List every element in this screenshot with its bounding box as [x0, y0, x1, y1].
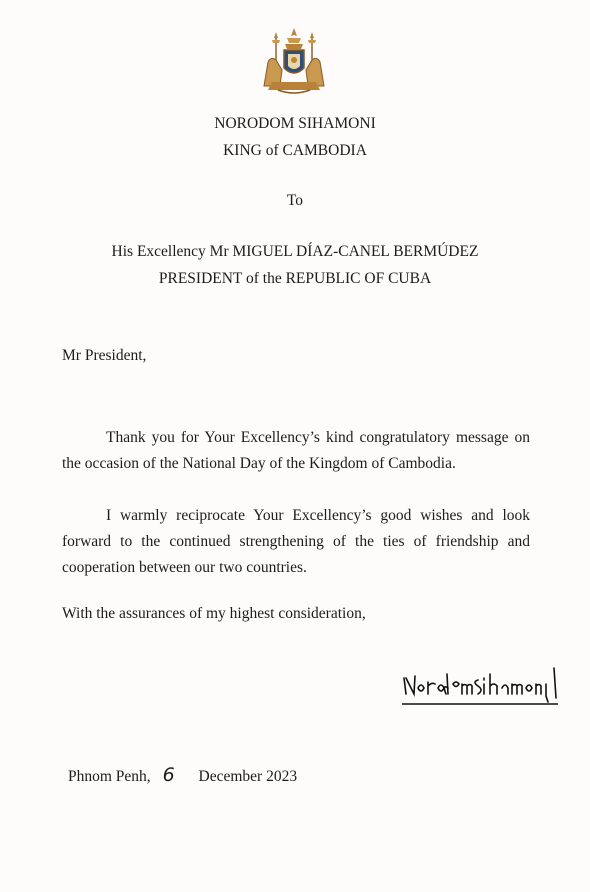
handwritten-day: 6: [162, 764, 175, 786]
place: Phnom Penh,: [68, 768, 151, 785]
salutation: Mr President,: [62, 347, 147, 364]
place-date: [68, 764, 297, 786]
recipient-title: PRESIDENT of the REPUBLIC OF CUBA: [158, 270, 432, 287]
body-paragraph-1: Thank you for Your Excellency’s kind congratulatory message on the occasion of the National Day of the Kingdom of Cambodia.: [62, 429, 530, 472]
to-label: To: [286, 192, 304, 209]
recipient-name: His Excellency Mr MIGUEL DÍAZ-CANEL BERMÚDEZ: [111, 243, 479, 260]
body-paragraph-2: I warmly reciprocate Your Excellency’s good wishes and look forward to the continued strengthening of the ties of friendship and cooperation between our two countries.: [62, 507, 530, 576]
sender-name: NORODOM SIHAMONI: [214, 115, 376, 132]
handwritten-signature: [398, 660, 564, 712]
month-year: December 2023: [198, 768, 298, 785]
sender-title: KING of CAMBODIA: [223, 142, 367, 159]
coat-of-arms-icon: [254, 26, 334, 96]
closing-line: With the assurances of my highest consideration,: [62, 605, 366, 622]
